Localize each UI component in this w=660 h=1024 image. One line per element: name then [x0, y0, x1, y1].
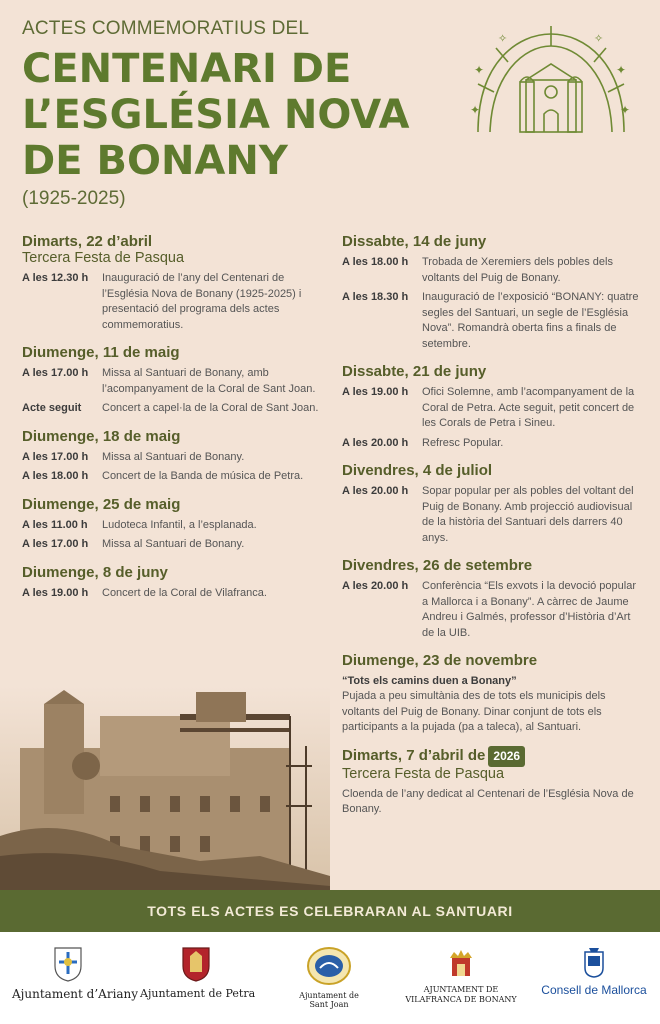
- day-title: Diumenge, 23 de novembre: [342, 652, 538, 669]
- day-title: Divendres, 26 de setembre: [342, 557, 533, 574]
- event-text: Conferència “Els exvots i la devoció popular a Mallorca i a Bonany”. A càrrec de Jaume Andreu i Galmés, professor d’Història d’Art de la UIB.: [422, 580, 637, 639]
- logo-label: Consell de Mallorca: [541, 983, 647, 997]
- logo-label: AJUNTAMENT DE VILAFRANCA DE BONANY: [405, 985, 517, 1004]
- schedule-left-column: [22, 232, 320, 611]
- day-title: Divendres, 4 de juliol: [342, 462, 493, 479]
- kicker: ACTES COMMEMORATIUS DEL: [22, 18, 310, 39]
- event-row: [22, 271, 320, 333]
- church-emblem-icon: [468, 22, 634, 140]
- event-text: Ofici Solemne, amb l’acompanyament de la Coral de Petra. Acte seguit, petit concert de les Corals de Petra i Sineu.: [422, 386, 635, 429]
- event-row: [22, 401, 320, 417]
- day-title: Diumenge, 25 de maig: [22, 495, 181, 513]
- day-title: Dissabte, 14 de juny: [342, 233, 487, 250]
- years: (1925-2025): [22, 188, 126, 209]
- event-row: [22, 537, 320, 553]
- day-block: [22, 495, 320, 553]
- day-title: Diumenge, 8 de juny: [22, 563, 168, 581]
- consell-mallorca-icon: [583, 946, 605, 978]
- logo-label: Ajuntament de Petra: [140, 987, 256, 1000]
- event-text: Missa al Santuari de Bonany, amb l’acompanyament de la Coral de Sant Joan.: [102, 367, 316, 395]
- event-text: Inauguració de l’exposició “BONANY: quatre segles del Santuari, un segle de l’Església Nova”. Romandrà oberta fins a finals de setembre.: [422, 291, 639, 350]
- event-row: [22, 518, 320, 534]
- title-line-3: DE BONANY: [22, 138, 288, 184]
- svg-text:✦: ✦: [470, 103, 481, 117]
- petra-shield-icon: [181, 946, 211, 982]
- header: [22, 18, 462, 210]
- event-text: Inauguració de l’any del Centenari de l’Església Nova de Bonany (1925-2025) i presentació del programa dels actes commemoratius.: [102, 272, 302, 331]
- event-text: Concert de la Coral de Vilafranca.: [102, 586, 267, 599]
- event-row: [22, 450, 320, 466]
- event-time: A les 18.30 h: [342, 291, 409, 303]
- day-subtitle: Tercera Festa de Pasqua: [342, 765, 505, 782]
- closing-title: Dimarts, 7 d’abril de: [342, 746, 486, 764]
- svg-text:✦: ✦: [620, 103, 631, 117]
- logo-vilafranca: [400, 946, 522, 1005]
- event-time: A les 17.00 h: [22, 367, 89, 379]
- event-time: A les 19.00 h: [22, 586, 89, 599]
- schedule-right-column: [342, 232, 642, 828]
- year-badge: 2026: [488, 746, 525, 767]
- event-row: [342, 290, 642, 352]
- day-block: [342, 556, 642, 641]
- event-text: Pujada a peu simultània des de tots els municipis dels voltants del Puig de Bonany. Dinar conjunt de tots els participants a la pujada (pa a taleca), al Santuari.: [342, 690, 606, 733]
- logo-petra: [140, 946, 256, 1000]
- logo-consell-mallorca: [536, 946, 652, 997]
- svg-text:✧: ✧: [498, 32, 508, 45]
- title-line-1: CENTENARI DE: [22, 46, 352, 92]
- event-time: A les 20.00 h: [342, 436, 409, 449]
- event-row: [22, 469, 320, 485]
- day-block: [22, 343, 320, 417]
- event-row: [342, 484, 642, 546]
- title-line-2: L’ESGLÉSIA NOVA: [22, 92, 410, 138]
- day-block: [22, 232, 320, 333]
- event-row: [22, 586, 320, 602]
- historic-church-photo: [0, 686, 330, 890]
- svg-text:✧: ✧: [594, 32, 604, 45]
- day-block: [22, 563, 320, 602]
- logo-label: Ajuntament de Sant Joan: [299, 991, 359, 1009]
- event-row: [342, 579, 642, 641]
- logo-ariany: [12, 946, 139, 1001]
- event-text: Concert a capel·la de la Coral de Sant Joan.: [102, 402, 319, 414]
- logo-sant-joan: [286, 946, 372, 1009]
- event-headline: “Tots els camins duen a Bonany”: [342, 675, 517, 687]
- event-text: Refresc Popular.: [422, 436, 504, 449]
- page-title: [22, 46, 462, 184]
- event-text: Sopar popular per als pobles del voltant del Puig de Bonany. Amb projecció audiovisual de la història del Santuari dels darrers 40 anys.: [422, 485, 634, 544]
- day-block-23-november: [342, 651, 642, 736]
- venue-banner: [0, 890, 660, 932]
- event-text: Ludoteca Infantil, a l’esplanada.: [102, 518, 257, 531]
- event-time: Acte seguit: [22, 402, 82, 414]
- event-row: [342, 255, 642, 286]
- day-title: Dimarts, 22 d’abril: [22, 233, 153, 250]
- event-time: A les 19.00 h: [342, 386, 409, 398]
- event-time: A les 18.00 h: [22, 470, 89, 482]
- event-text: Missa al Santuari de Bonany.: [102, 538, 245, 550]
- sant-joan-seal-icon: [306, 946, 352, 986]
- svg-text:✦: ✦: [616, 63, 627, 77]
- svg-text:✦: ✦: [474, 63, 485, 77]
- event-text: Cloenda de l’any dedicat al Centenari de l’Església Nova de Bonany.: [342, 787, 634, 815]
- event-row: [342, 385, 642, 432]
- day-title: Dissabte, 21 de juny: [342, 363, 487, 380]
- ariany-shield-icon: [53, 946, 83, 982]
- event-row: [342, 436, 642, 452]
- vilafranca-crest-icon: [444, 946, 478, 980]
- event-time: A les 11.00 h: [22, 518, 88, 531]
- event-time: A les 12.30 h: [22, 272, 89, 284]
- event-text: Concert de la Banda de música de Petra.: [102, 470, 304, 482]
- logo-label: Ajuntament d’Ariany: [12, 987, 139, 1001]
- day-block: [342, 232, 642, 352]
- day-block: [22, 427, 320, 485]
- event-time: A les 17.00 h: [22, 450, 89, 463]
- event-text: Trobada de Xeremiers dels pobles dels voltants del Puig de Bonany.: [422, 256, 613, 284]
- event-row: [22, 366, 320, 397]
- day-block: [342, 461, 642, 546]
- event-time: A les 20.00 h: [342, 485, 409, 497]
- day-subtitle: Tercera Festa de Pasqua: [22, 250, 185, 266]
- banner-text: TOTS ELS ACTES ES CELEBRARAN AL SANTUARI: [147, 903, 513, 919]
- sponsor-footer: [0, 932, 660, 1024]
- event-time: A les 18.00 h: [342, 256, 409, 268]
- day-title: Diumenge, 11 de maig: [22, 344, 180, 361]
- day-title: [342, 746, 642, 767]
- event-text: Missa al Santuari de Bonany.: [102, 450, 245, 463]
- event-time: A les 20.00 h: [342, 580, 409, 592]
- day-block-closing: [342, 746, 642, 818]
- day-title: Diumenge, 18 de maig: [22, 427, 181, 445]
- day-block: [342, 362, 642, 451]
- event-time: A les 17.00 h: [22, 538, 89, 550]
